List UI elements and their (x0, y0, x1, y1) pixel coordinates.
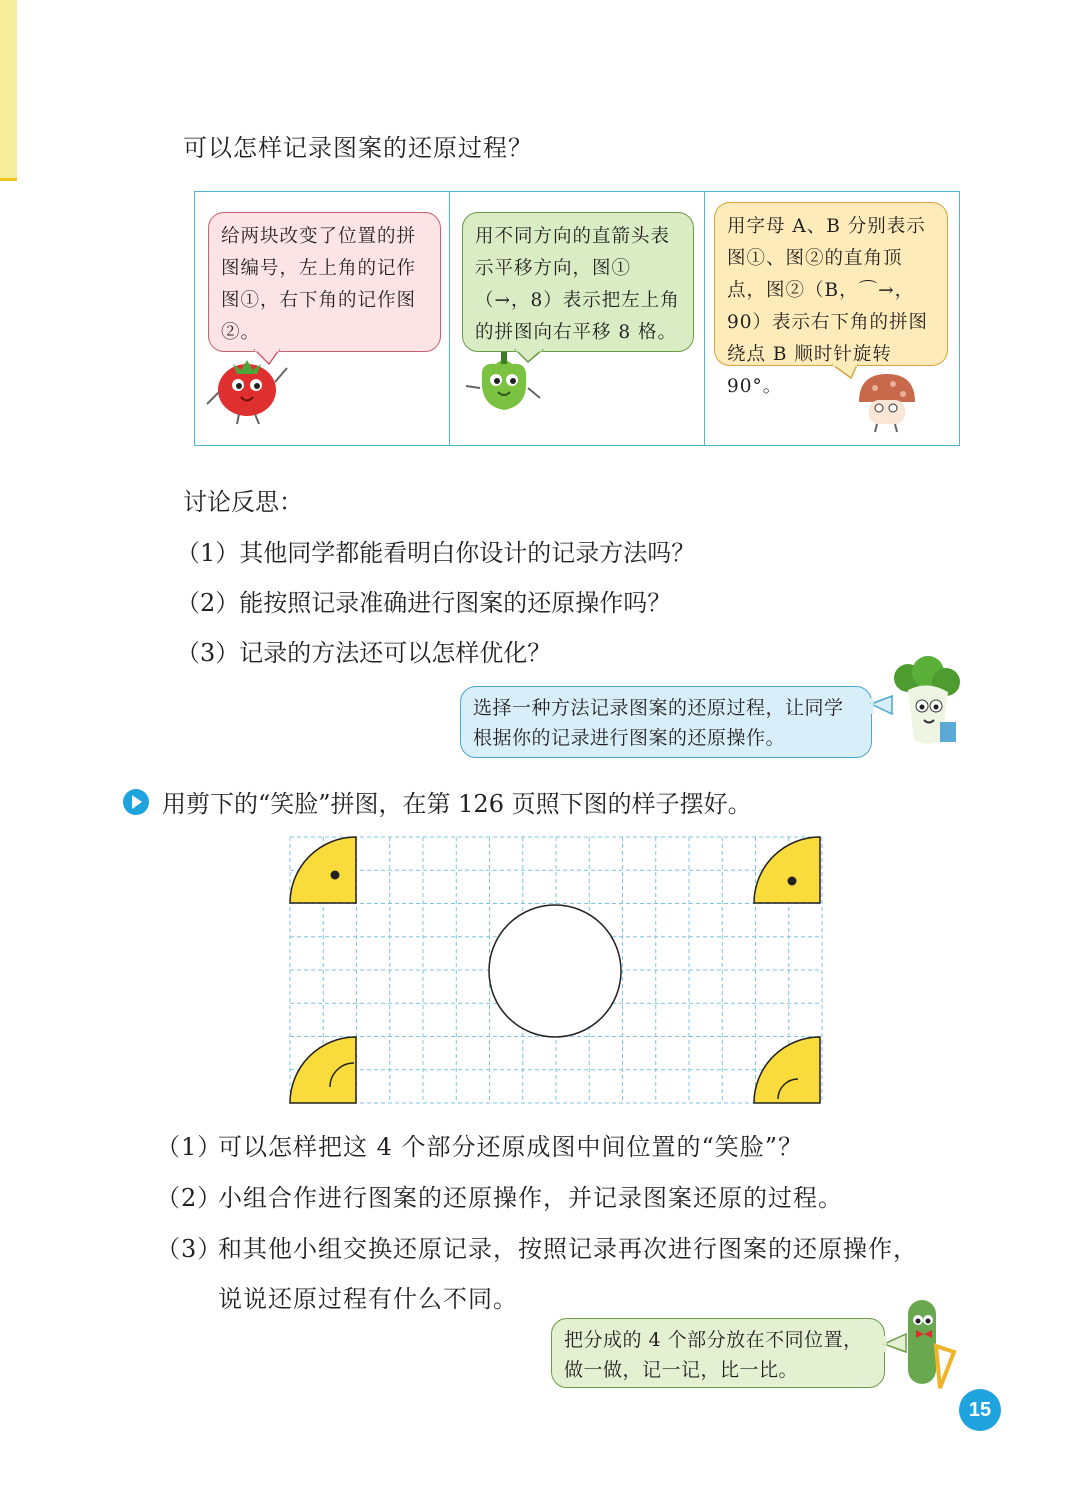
subtask-2-number: （2） (156, 1184, 223, 1212)
method-cell-3 (705, 192, 959, 445)
subtask-3-continued-text: 说说还原过程有什么不同。 (218, 1285, 518, 1313)
side-tick (0, 178, 17, 181)
mushroom-icon (705, 192, 959, 445)
discussion-title: 讨论反思： (183, 488, 303, 516)
discussion-item-2: （2）能按照记录准确进行图案的还原操作吗？ (176, 589, 672, 617)
speech-bubble-1: 给两块改变了位置的拼图编号，左上角的记作图①，右下角的记作图②。 (208, 212, 441, 352)
tip-bubble-1: 选择一种方法记录图案的还原过程，让同学根据你的记录进行图案的还原操作。 (460, 686, 872, 758)
subtask-2 (156, 1178, 843, 1213)
smiley-puzzle-figure (288, 833, 824, 1109)
subtask-3-number: （3） (156, 1235, 223, 1263)
discussion-item-1: （1）其他同学都能看明白你设计的记录方法吗？ (176, 539, 696, 567)
pepper-icon (450, 192, 704, 445)
cabbage-icon (868, 650, 968, 754)
discussion-item-3: （3）记录的方法还可以怎样优化？ (176, 639, 552, 667)
method-cell-1 (195, 192, 450, 445)
task-text: 用剪下的“笑脸”拼图，在第 126 页照下图的样子摆好。 (162, 790, 752, 818)
center-circle (489, 905, 621, 1037)
method-3-text: 用字母 A、B 分别表示图①、图②的直角顶点，图②（B，⌒→，90）表示右下角的拼图绕点 B 顺时针旋转 90°。 (727, 216, 929, 397)
subtask-1-text: 可以怎样把这 4 个部分还原成图中间位置的“笑脸”？ (218, 1133, 804, 1161)
task-instruction (122, 784, 752, 819)
quarter-piece-bottom-right (754, 1037, 820, 1103)
tip-bubble-2: 把分成的 4 个部分放在不同位置，做一做，记一记，比一比。 (551, 1318, 885, 1388)
subtask-3 (156, 1229, 918, 1264)
question-text: 可以怎样记录图案的还原过程？ (183, 134, 533, 162)
side-tab (0, 0, 17, 178)
quarter-piece-top-left (290, 837, 356, 903)
subtask-2-text: 小组合作进行图案的还原操作，并记录图案还原的过程。 (218, 1184, 843, 1212)
subtask-1-number: （1） (156, 1133, 223, 1161)
quarter-piece-top-right (754, 837, 820, 903)
eye-dot-left (331, 871, 340, 880)
method-cell-2 (450, 192, 705, 445)
play-arrow-icon (122, 788, 150, 816)
subtask-1 (156, 1127, 803, 1162)
subtask-3-continued (156, 1279, 518, 1314)
quarter-piece-bottom-left (290, 1037, 356, 1103)
subtask-3-text: 和其他小组交换还原记录，按照记录再次进行图案的还原操作， (218, 1235, 918, 1263)
tomato-icon (195, 192, 449, 445)
page-number: 15 (959, 1389, 1001, 1431)
cucumber-icon (880, 1292, 960, 1392)
methods-table (194, 191, 960, 446)
eye-dot-right (788, 877, 797, 886)
speech-bubble-2: 用不同方向的直箭头表示平移方向，图①（→，8）表示把左上角的拼图向右平移 8 格。 (462, 212, 694, 352)
